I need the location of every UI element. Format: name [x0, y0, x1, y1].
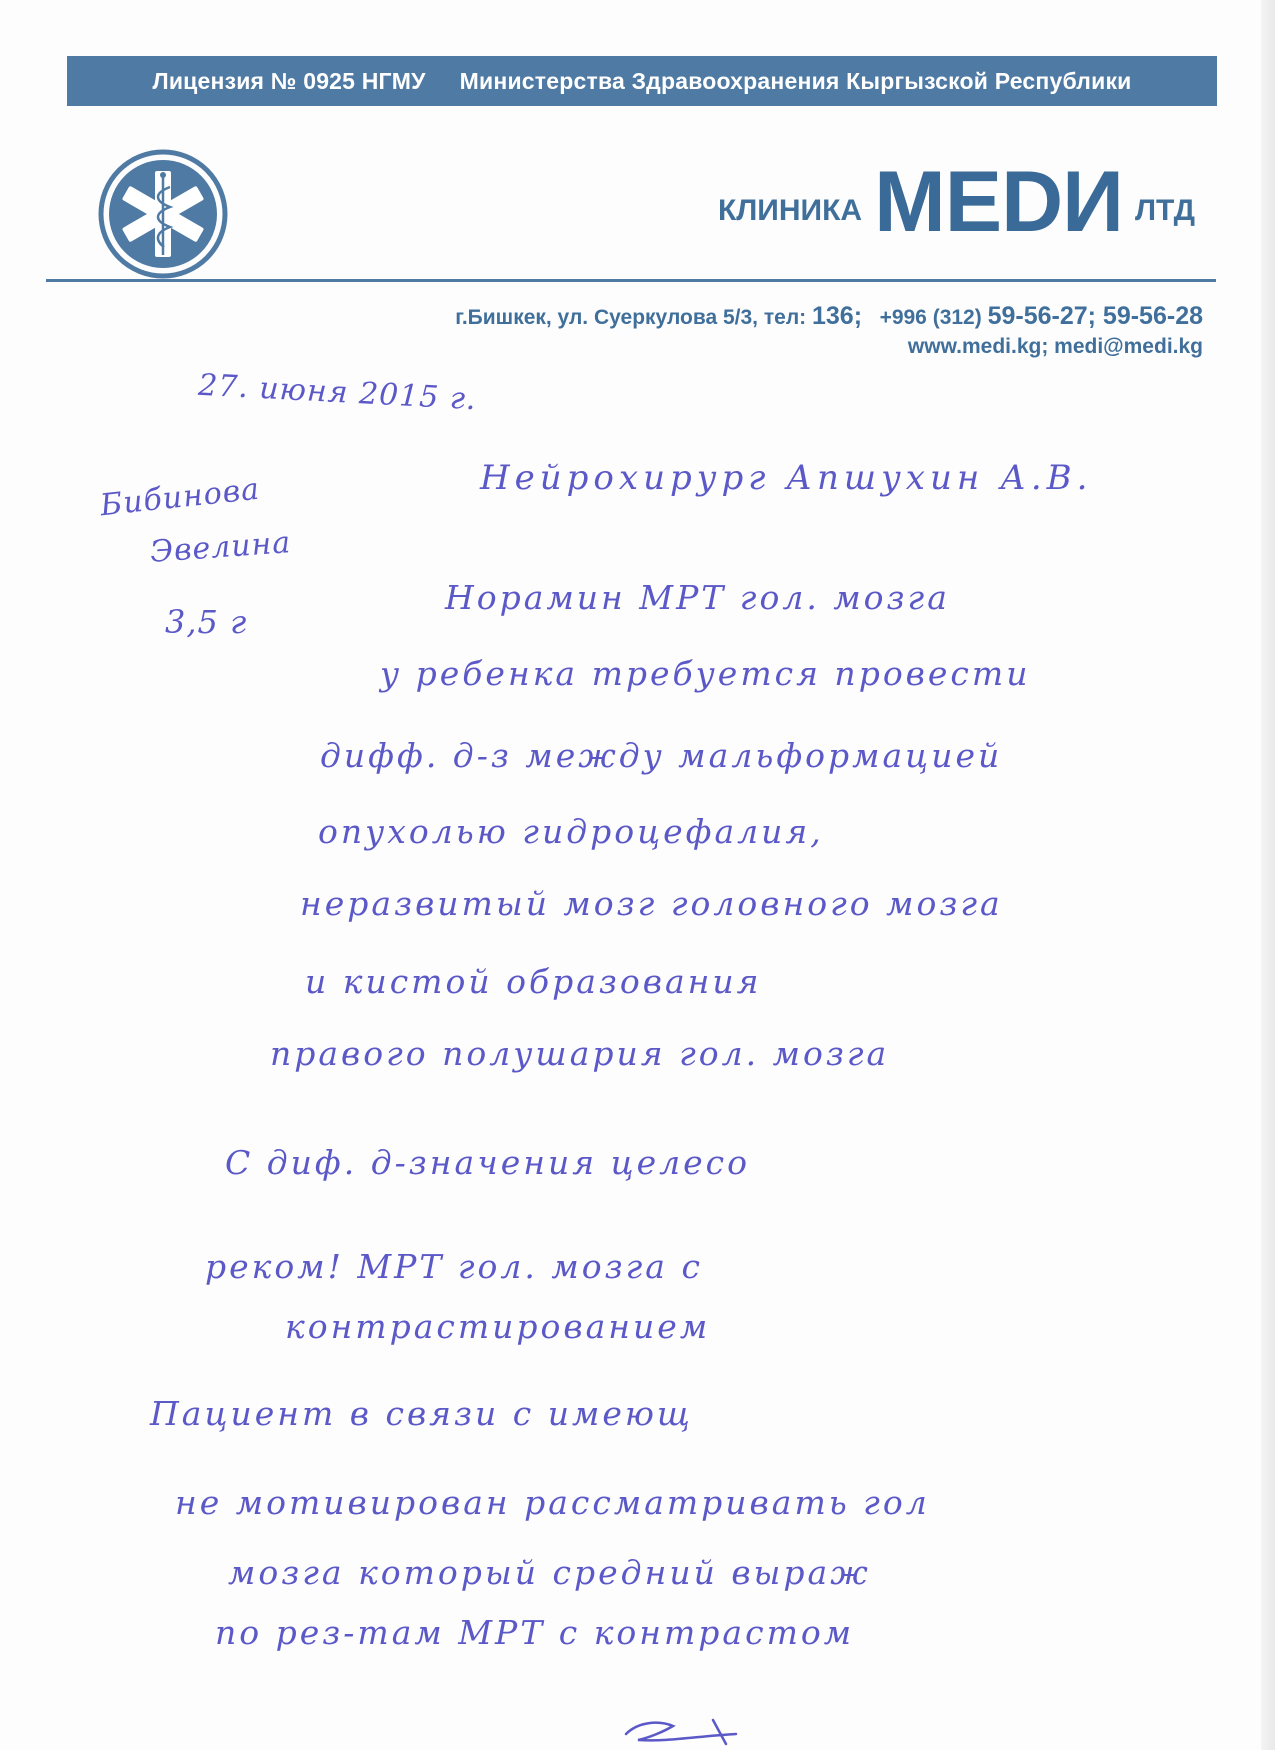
clinic-brand: MEDИ — [874, 154, 1123, 250]
patient-first-name: Эвелина — [148, 525, 293, 570]
handwritten-date: 27. июня 2015 г. — [197, 367, 478, 418]
address-text: г.Бишкек, ул. Суеркулова 5/3, тел: — [455, 306, 807, 329]
signature-mark — [618, 1712, 748, 1752]
doctor-title: Нейрохирург Апшухин А.В. — [480, 458, 1093, 498]
note-line: С диф. д-значения целесо — [225, 1143, 751, 1182]
patient-age: 3,5 г — [165, 603, 248, 641]
paper-edge-shadow — [1261, 0, 1275, 1750]
clinic-word: КЛИНИКА — [717, 194, 863, 227]
address-line — [455, 302, 1203, 331]
note-line: мозга который средний выраж — [228, 1553, 871, 1592]
note-line: контрастированием — [285, 1307, 711, 1346]
license-banner-text — [67, 56, 1217, 106]
note-line: дифф. д-з между мальформацией — [320, 736, 1003, 775]
star-of-life-logo-icon — [96, 147, 230, 281]
note-line: Норамин МРТ гол. мозга — [445, 578, 950, 617]
header-divider — [46, 279, 1216, 282]
clinic-address — [455, 302, 1203, 359]
note-line: и кистой образования — [305, 962, 762, 1001]
note-line: реком! МРТ гол. мозга с — [205, 1247, 703, 1286]
clinic-name — [717, 154, 1195, 250]
note-line: неразвитый мозг головного мозга — [300, 884, 1003, 923]
license-banner — [67, 56, 1217, 106]
ministry-name: Министерства Здравоохранения Кыргызской Республики — [459, 67, 1132, 94]
phone-code: +996 (312) — [879, 306, 982, 329]
license-number: Лицензия № 0925 НГМУ — [152, 67, 426, 94]
phone-short: 136; — [812, 302, 863, 330]
note-line: Пациент в связи с имеющ — [150, 1394, 693, 1433]
patient-surname: Бибинова — [98, 471, 262, 524]
note-line: по рез-там МРТ с контрастом — [215, 1613, 855, 1652]
note-line: правого полушария гол. мозга — [270, 1034, 890, 1073]
note-line: опухолью гидроцефалия, — [318, 812, 824, 851]
web-email: www.medi.kg; medi@medi.kg — [907, 335, 1203, 358]
note-line: у ребенка требуется провести — [380, 654, 1031, 693]
phone-numbers: 59-56-27; 59-56-28 — [987, 302, 1203, 330]
note-line: не мотивирован рассматривать гол — [175, 1483, 930, 1522]
clinic-suffix: ЛТД — [1135, 194, 1195, 227]
